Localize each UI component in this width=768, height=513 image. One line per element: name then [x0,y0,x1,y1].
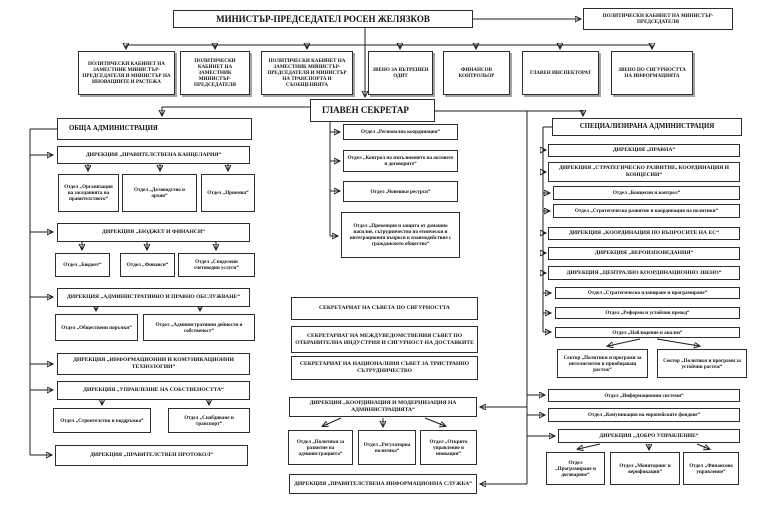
box-dept-monitoring-analysis: Отдел „Наблюдение и анализ“ [555,327,740,338]
box-chief-inspectorate: ГЛАВЕН ИНСПЕКТОРАТ [522,51,599,95]
box-secretariat-defense-industry: СЕКРЕТАРИАТ НА МЕЖДУВЕДОМСТВЕНИЯ СЪВЕТ ПО ОТБРАНИТЕЛНА ИНДУСТРИЯ И СИГУРНОСТ НА ДОСТАВКИТЕ [291,326,478,353]
box-dept-records-archive: Отдел „Деловодство и архив“ [122,174,197,212]
box-secretariat-tripartite-cooperation: СЕКРЕТАРИАТ НА НАЦИОНАЛНИЯ СЪВЕТ ЗА ТРИСТРАННО СЪТРУДНИЧЕСТВО [291,356,478,380]
box-dept-concessions-control: Отдел „Концесии и контрол“ [553,186,740,200]
box-sector-smart-inclusive-growth: Сектор „Политики и програми за интелигентен и приобщаващ растеж“ [557,349,648,378]
box-header-specialized-administration: СПЕЦИАЛИЗИРАНА АДМИНИСТРАЦИЯ [552,118,742,136]
box-directorate-government-protocol: ДИРЕКЦИЯ „ПРАВИТЕЛСТВЕН ПРОТОКОЛ“ [55,445,248,466]
box-financial-controller: ФИНАНСОВ КОНТРОЛЬОР [443,51,510,95]
box-header-general-administration: ОБЩА АДМИНИСТРАЦИЯ [57,118,252,140]
box-directorate-good-governance: ДИРЕКЦИЯ „ДОБРО УПРАВЛЕНИЕ“ [558,429,740,443]
box-dept-human-resources: Отдел „Човешки ресурси“ [343,181,458,202]
box-dept-public-procurement: Отдел „Обществени поръчки“ [55,314,138,341]
box-directorate-legal: ДИРЕКЦИЯ „ПРАВНА“ [548,144,740,157]
box-internal-audit-unit: ЗВЕНО ЗА ВЪТРЕШЕН ОДИТ [368,51,433,95]
box-dept-financial-management: Отдел „Финансово управление“ [683,452,739,485]
box-dept-finance: Отдел „Финанси“ [120,253,175,277]
box-dept-admin-development-policies: Отдел „Политики за развитие на администрацията“ [288,430,353,465]
box-cabinet-deputy-pm: ПОЛИТИЧЕСКИ КАБИНЕТ НА ЗАМЕСТНИК МИНИСТЪР-ПРЕДСЕДАТЕЛЯ [180,51,250,95]
box-dept-strategic-development-policy-coordination: Отдел „Стратегическо развитие и координация на политики“ [553,204,740,218]
box-directorate-religious-denominations: ДИРЕКЦИЯ „ВЕРОИЗПОВЕДАНИЯ“ [548,247,740,260]
box-dept-strategic-planning-programming: Отдел „Стратегическо планиране и програмиране“ [555,287,740,299]
box-directorate-property-management: ДИРЕКЦИЯ „УПРАВЛЕНИЕ НА СОБСТВЕНОСТТА“ [57,381,250,400]
box-dept-prevention-civil-society: Отдел „Превенция и защита от домашно насилие, сътрудничество по етнически и интеграционни въпроси и взаимодействие с гражданското общество“ [341,212,460,258]
box-directorate-central-coordination-unit: ДИРЕКЦИЯ „ЦЕНТРАЛНО КООРДИНАЦИОННО ЗВЕНО“ [548,266,740,280]
box-dept-regulatory-policy: Отдел „Регулаторна политика“ [358,430,416,465]
box-cabinet-deputy-pm-innovation: ПОЛИТИЧЕСКИ КАБИНЕТ НА ЗАМЕСТНИК МИНИСТЪР-ПРЕДСЕДАТЕЛЯ И МИНИСТЪР НА ИНОВАЦИИТЕ И РАСТЕЖА [78,51,175,95]
box-sector-sustainable-growth: Сектор „Политики и програми за устойчив растеж“ [657,349,747,378]
box-dept-programming-contracting: Отдел „Програмиране и договаряне“ [546,452,605,485]
box-dept-gov-sessions-organization: Отдел „Организация на заседанията на правителството“ [58,174,119,212]
box-directorate-ict: ДИРЕКЦИЯ „ИНФОРМАЦИОННИ И КОМУНИКАЦИОННИ ТЕХНОЛОГИИ“ [57,353,250,375]
box-secretariat-security-council: СЕКРЕТАРИАТ НА СЪВЕТА ПО СИГУРНОСТТА [291,297,478,320]
box-directorate-admin-legal-services: ДИРЕКЦИЯ „АДМИНИСТРАТИВНО И ПРАВНО ОБСЛУЖВАНЕ“ [57,288,250,307]
box-dept-supply-transport: Отдел „Снабдяване и транспорт“ [168,408,250,433]
box-directorate-government-chancellery: ДИРЕКЦИЯ „ПРАВИТЕЛСТВЕНА КАНЦЕЛАРИЯ“ [57,146,250,164]
box-directorate-eu-coordination: ДИРЕКЦИЯ „КООРДИНАЦИЯ ПО ВЪПРОСИТЕ НА ЕС“ [548,227,740,240]
box-dept-admin-activities-property: Отдел „Административни дейности и собственост“ [143,314,255,341]
box-dept-shared-accounting: Отдел „Споделени счетоводни услуги“ [178,253,255,277]
box-dept-monitoring-verification: Отдел „Мониторинг и верификация“ [610,452,680,485]
box-dept-information-systems: Отдел „Информационни системи“ [548,389,740,402]
box-directorate-strategic-development-concessions: ДИРЕКЦИЯ „СТРАТЕГИЧЕСКО РАЗВИТИЕ, КООРДИНАЦИЯ И КОНЦЕСИИ“ [548,162,740,182]
box-prime-minister: МИНИСТЪР-ПРЕДСЕДАТЕЛ РОСЕН ЖЕЛЯЗКОВ [173,10,473,28]
box-dept-open-government-innovation: Отдел „Открито управление и иновации“ [420,430,477,465]
box-cabinet-deputy-pm-transport: ПОЛИТИЧЕСКИ КАБИНЕТ НА ЗАМЕСТНИК МИНИСТЪР-ПРЕДСЕДАТЕЛЯ И МИНИСТЪР НА ТРАНСПОРТА И СЪОБЩЕНИЯТА [261,51,353,95]
box-dept-reforms-sustainable-transition: Отдел „Реформи и устойчив преход“ [555,307,740,319]
box-dept-budget: Отдел „Бюджет“ [55,253,110,277]
box-dept-construction-maintenance: Отдел „Строителство и поддръжка“ [53,408,151,433]
box-dept-regional-coordination: Отдел „Регионална координация“ [343,124,458,140]
box-directorate-budget-finance: ДИРЕКЦИЯ „БЮДЖЕТ И ФИНАНСИ“ [57,223,250,242]
box-secretary-general: ГЛАВЕН СЕКРЕТАР [310,99,435,122]
box-directorate-gov-information-service: ДИРЕКЦИЯ „ПРАВИТЕЛСТВЕНА ИНФОРМАЦИОННА СЛУЖБА“ [289,474,477,494]
box-dept-reception: Отдел „Приемна“ [201,174,255,212]
box-pm-political-cabinet: ПОЛИТИЧЕСКИ КАБИНЕТ НА МИНИСТЪР-ПРЕДСЕДАТЕЛЯ [583,8,733,30]
box-dept-eu-funds-communication: Отдел „Комуникация на европейските фондове“ [548,408,740,422]
box-directorate-coordination-modernization: ДИРЕКЦИЯ „КООРДИНАЦИЯ И МОДЕРНИЗАЦИЯ НА АДМИНИСТРАЦИЯТА“ [289,397,477,417]
box-dept-acts-contracts-control: Отдел „Контрол по изпълнението на актовете и договорите“ [343,150,458,172]
box-information-security-unit: ЗВЕНО ПО СИГУРНОСТТА НА ИНФОРМАЦИЯТА [611,51,693,95]
